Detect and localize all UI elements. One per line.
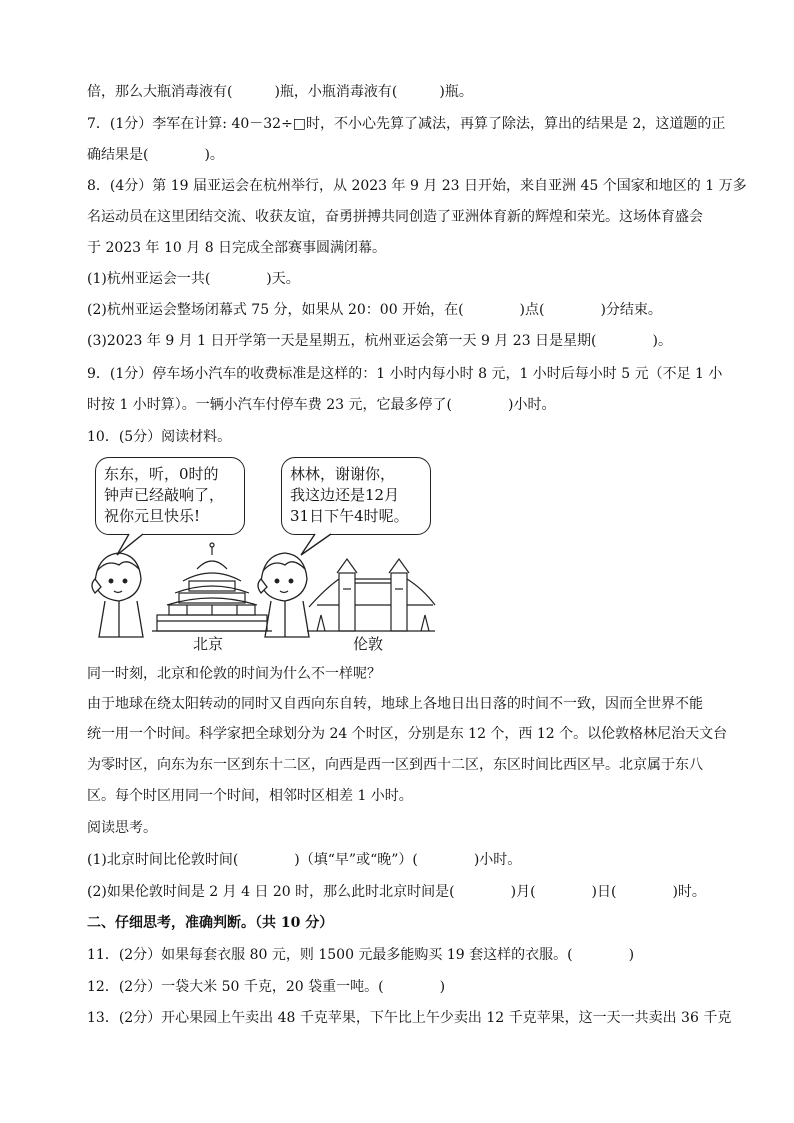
passage-text: 统一用一个时间。科学家把全球划分为 24 个时区，分别是东 12 个，西 12 个。以伦敦格林尼治天文台 — [87, 726, 728, 742]
bubble-tail-icon — [301, 534, 331, 555]
illustration — [87, 455, 437, 655]
text-line: 时按 1 小时算）。一辆小汽车付停车费 23 元，它最多停了( )小时。 — [87, 397, 556, 413]
section-heading: 二、仔细思考，准确判断。（共 10 分） — [87, 915, 334, 931]
question-7: 7．(1分）李军在计算: 40－32÷□时，不小心先算了减法，再算了除法，算出的结果是 2，这道题的正 — [87, 116, 726, 132]
city-label-london: 伦敦 — [353, 635, 384, 653]
sub-question: (1)北京时间比伦敦时间( )（填“早”或“晚”）( )小时。 — [87, 852, 522, 868]
bubble-text: 祝你元旦快乐! — [104, 507, 201, 525]
text-line: 确结果是( )。 — [87, 147, 224, 163]
question-10: 10．(5分）阅读材料。 — [87, 429, 232, 445]
text-line: 于 2023 年 10 月 8 日完成全部赛事圆满闭幕。 — [87, 240, 387, 256]
text-line: 倍，那么大瓶消毒液有( )瓶，小瓶消毒液有( )瓶。 — [87, 84, 473, 100]
question-13: 13．(2分）开心果园上午卖出 48 千克苹果，下午比上午少卖出 12 千克苹果，这一天一共卖出 36 千克 — [87, 1010, 732, 1026]
question-11: 11．(2分）如果每套衣服 80 元，则 1500 元最多能购买 19 套这样的衣服。( ) — [87, 947, 635, 963]
bubble-text: 林林，谢谢你， — [290, 465, 396, 483]
city-label-beijing: 北京 — [193, 635, 224, 653]
passage-text: 为零时区，向东为东一区到东十二区，向西是西一区到西十二区，东区时间比西区早。北京属于东八 — [87, 757, 703, 773]
bubble-text: 我这边还是12月 — [290, 486, 400, 504]
passage-text: 区。每个时区用同一个时间，相邻时区相差 1 小时。 — [87, 788, 413, 804]
passage-title: 同一时刻，北京和伦敦的时间为什么不一样呢？ — [87, 666, 381, 682]
question-9: 9．(1分）停车场小汽车的收费标准是这样的：1 小时内每小时 8 元，1 小时后每小时 5 元（不足 1 小 — [87, 366, 723, 382]
sub-question: (2)杭州亚运会整场闭幕式 75 分，如果从 20：00 开始，在( )点( )分结束。 — [87, 302, 662, 318]
illustration-drawing — [87, 455, 437, 655]
boy-on-phone-icon — [258, 553, 309, 637]
text-line: 名运动员在这里团结交流、收获友谊，奋勇拼搏共同创造了亚洲体育新的辉煌和荣光。这场体育盛会 — [87, 209, 703, 225]
sub-question: (2)如果伦敦时间是 2 月 4 日 20 时，那么此时北京时间是( )月( )日( )时。 — [87, 884, 706, 900]
bubble-text: 东东，听，0时的 — [104, 465, 219, 483]
boy-on-phone-icon — [92, 553, 143, 637]
bubble-text: 31日下午4时呢。 — [290, 507, 409, 525]
bubble-text: 钟声已经敲响了， — [104, 486, 225, 504]
question-12: 12．(2分）一袋大米 50 千克，20 袋重一吨。( ) — [87, 979, 446, 995]
temple-of-heaven-icon — [152, 543, 272, 631]
passage-text: 由于地球在绕太阳转动的同时又自西向东自转，地球上各地日出日落的时间不一致，因而全世界不能 — [87, 696, 703, 712]
text-line: 阅读思考。 — [87, 820, 157, 836]
question-8: 8．(4分）第 19 届亚运会在杭州举行，从 2023 年 9 月 23 日开始，来自亚洲 45 个国家和地区的 1 万多 — [87, 178, 747, 194]
tower-bridge-icon — [307, 559, 435, 631]
bubble-tail-icon — [117, 534, 143, 555]
sub-question: (1)杭州亚运会一共( )天。 — [87, 271, 300, 287]
sub-question: (3)2023 年 9 月 1 日开学第一天是星期五，杭州亚运会第一天 9 月 23 日是星期( )。 — [87, 333, 672, 349]
